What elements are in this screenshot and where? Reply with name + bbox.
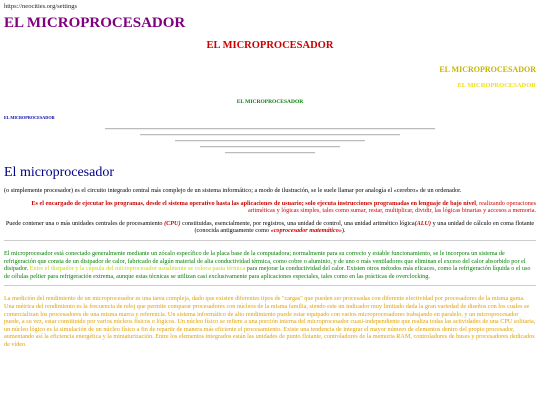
divider [140,134,400,136]
intro-paragraph: (o simplemente procesador) es el circuito integrado central más complejo de un sistema informático; a modo de ilustración, se le suele llamar por analogía el «cerebro» de un ordenador. [4,187,462,194]
units-paragraph [0,215,540,235]
divider [105,128,435,130]
cpu-term: (CPU) [164,219,181,227]
coprocessor-term: «coprocesador matemático» [270,227,342,235]
thermal-paste-highlight: Entre el disipador y la cápsula del microprocesador usualmente se coloca pasta térmica [29,265,246,273]
execution-bold-text: Es el encargado de ejecutar los programas, desde el sistema operativo hasta las aplicaciones de usuario; solo ejecuta instrucciones programadas en lenguaje de bajo nivel [31,199,477,207]
cooling-paragraph [0,246,540,280]
alu-term: (ALU) [414,219,432,227]
cooling-text-a: El microprocesador está conectado generalmente mediante un zócalo específico de la placa base de la computadora; normalmente para su correcto y estable funcionamiento, se le incorpora un sistema de refrigeración que consta de un disipador de calor, fabricado de algún material de alta conductividad térmica, como cobre o aluminio, y de uno o más ventiladores que eliminan el exceso del calor absorbido por el disipador. [4,249,526,273]
units-text-a: Puede contener una o más unidades centrales de procesamiento [5,219,165,227]
heading-level-2: EL MICROPROCESADOR [206,40,334,51]
units-text-d: ). [341,227,346,235]
performance-paragraph: La medición del rendimiento de un microprocesador es una tarea compleja, dado que existen diferentes tipos de "cargas" que pueden ser procesadas con diferente efectividad por procesadores de la misma gama. Una métrica del rendimiento es la frecuencia de reloj que permite comparar procesadores con núcleos de la misma familia, siendo este un indicador muy limitado dada la gran variedad de diseños con los cuales se comercializan los procesadores de una misma marca y referencia. Un sistema informático de alto rendimiento puede estar equipado con varios microprocesadores trabajando en paralelo, y un microprocesador puede, a su vez, estar constituido por varios núcleos físicos o lógicos. Un núcleo físico se refiere a una porción interna del microprocesador cuasi-independiente que realiza todas las actividades de una CPU solitaria, un núcleo lógico es la simulación de un núcleo físico a fin de repartir de manera más eficiente el procesamiento. Existe una tendencia de integrar el mayor número de elementos dentro del propio procesador, aumentando así la eficiencia energética y la miniaturización. Entre los elementos integrados están las unidades de punto flotante, controladores de la memoria RAM, controladores de buses y procesadores dedicados de vídeo. [4,295,536,348]
horizontal-rules [0,126,540,156]
units-text-c: y una unidad de cálculo en coma flotante (conocida antiguamente como [194,219,535,235]
heading-level-5: EL MICROPROCESADOR [236,99,304,105]
divider [4,240,536,241]
execution-paragraph [0,195,540,215]
divider [175,140,365,142]
divider [200,146,340,148]
page-url: https://neocities.org/settings [4,3,78,10]
units-text-b: constituidas, esencialmente, por registros, una unidad de control, una unidad aritmético lógica [180,219,415,227]
heading-level-6: EL MICROPROCESADOR [4,115,55,120]
execution-text: , realizando operaciones aritméticas y lógicas simples, tales como sumar, restar, multiplicar, dividir, las lógicas binarias y accesos a memoria. [247,199,536,215]
section-title: El microprocesador [4,165,115,180]
heading-level-1: EL MICROPROCESADOR [4,15,186,31]
cooling-text-b: para mejorar la conductividad del calor. Existen otros métodos más eficaces, como la refrigeración líquida o el uso de células peltier para refrigeración extrema, aunque estas técnicas se utilizan casi exclusivamente para aplicaciones especiales, tales como en las prácticas de overclocking. [4,265,531,280]
divider [4,285,536,286]
divider [225,152,315,154]
heading-level-4: EL MICROPROCESADOR [457,82,536,89]
heading-level-3: EL MICROPROCESADOR [439,65,536,74]
